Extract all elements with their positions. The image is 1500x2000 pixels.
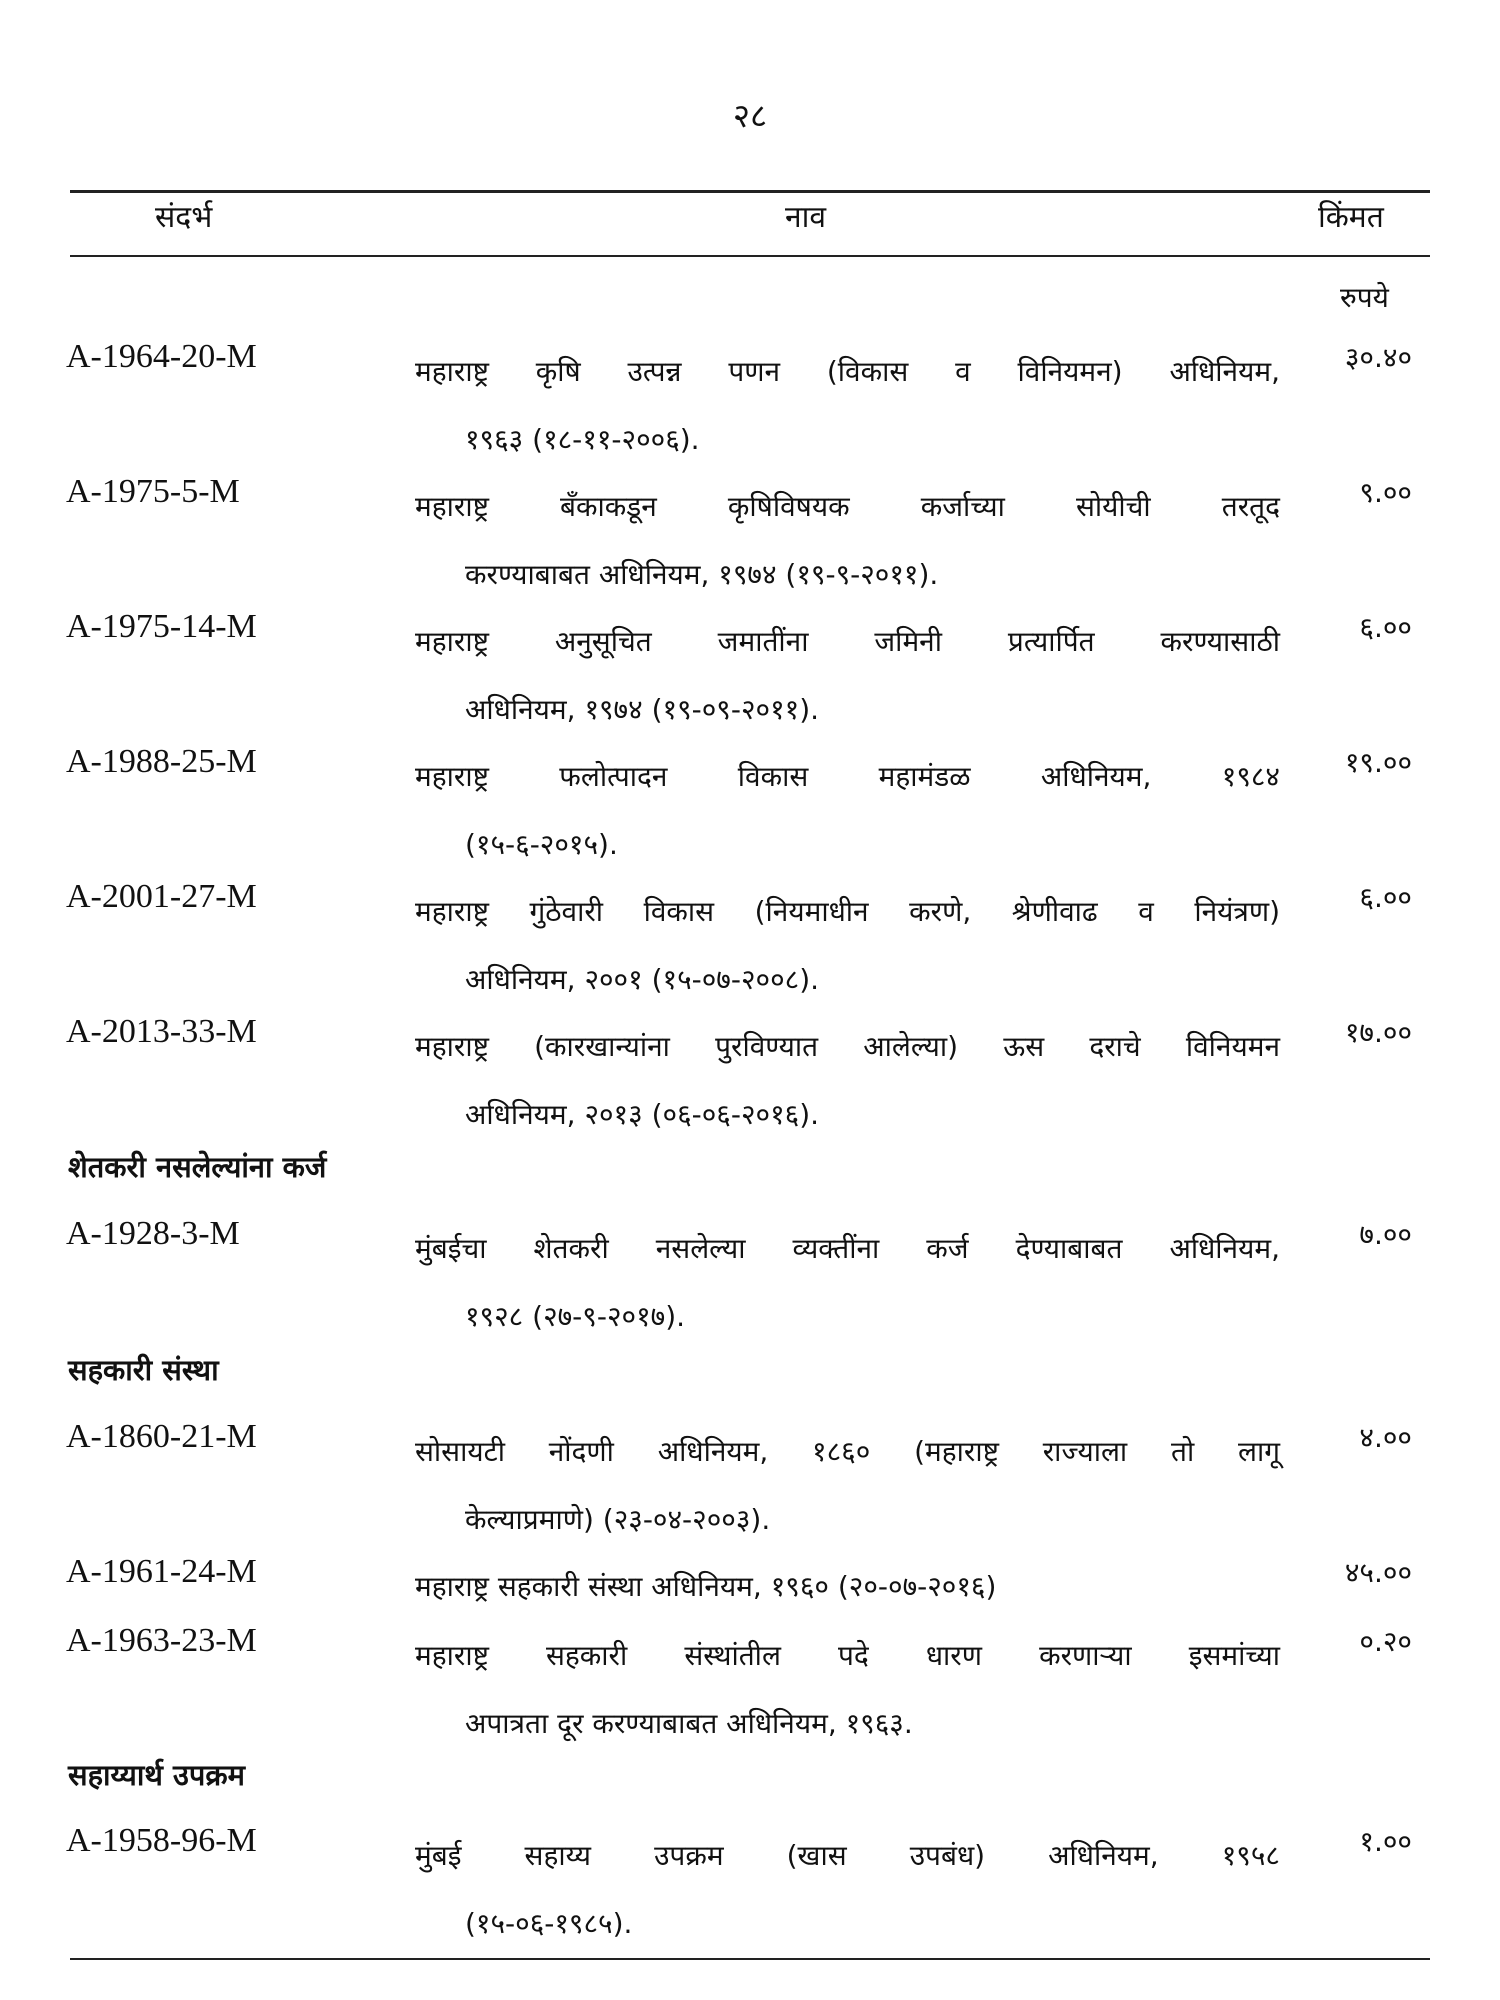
act-name xyxy=(415,473,1280,609)
act-name-line2: (१५-६-२०१५). xyxy=(465,828,618,861)
act-reference: A-2001-27-M xyxy=(66,878,257,915)
table-row xyxy=(0,743,1500,861)
act-name xyxy=(415,878,1280,1014)
act-price: ६.०० xyxy=(1359,611,1412,644)
act-price: ०.२० xyxy=(1359,1625,1412,1658)
act-name xyxy=(415,743,1280,879)
act-price: ७.०० xyxy=(1359,1218,1412,1251)
table-row xyxy=(0,1215,1500,1333)
table-row xyxy=(0,473,1500,591)
act-name xyxy=(415,1215,1280,1351)
act-name xyxy=(415,1622,1280,1758)
act-name xyxy=(415,608,1280,744)
act-name-line1: महाराष्ट्र फलोत्पादन विकास महामंडळ अधिनियम, १९८४ xyxy=(415,760,1280,793)
act-reference: A-1964-20-M xyxy=(66,338,257,375)
act-reference: A-1961-24-M xyxy=(66,1553,257,1590)
act-name-line2: अधिनियम, २०१३ (०६-०६-२०१६). xyxy=(465,1098,820,1131)
act-name-line1: मुंबईचा शेतकरी नसलेल्या व्यक्तींना कर्ज देण्याबाबत अधिनियम, xyxy=(415,1232,1280,1265)
act-name-line2: अधिनियम, १९७४ (१९-०९-२०११). xyxy=(465,693,820,726)
section-heading: सहाय्यार्थ उपक्रम xyxy=(68,1758,245,1792)
act-name-line1: महाराष्ट्र बँकाकडून कृषिविषयक कर्जाच्या सोयीची तरतूद xyxy=(415,490,1280,523)
act-price: १९.०० xyxy=(1344,746,1412,779)
act-price: ९.०० xyxy=(1359,476,1412,509)
act-price: ३०.४० xyxy=(1344,341,1412,374)
section-heading: सहकारी संस्था xyxy=(68,1353,219,1387)
act-name xyxy=(415,1553,1280,1621)
act-reference: A-1860-21-M xyxy=(66,1418,257,1455)
table-row xyxy=(0,1418,1500,1536)
top-rule xyxy=(70,190,1430,193)
act-reference: A-1975-5-M xyxy=(66,473,240,510)
act-price: १७.०० xyxy=(1344,1016,1412,1049)
act-name xyxy=(415,338,1280,474)
act-name-line1: मुंबई सहाय्य उपक्रम (खास उपबंध) अधिनियम, १९५८ xyxy=(415,1839,1280,1872)
act-name xyxy=(415,1418,1280,1554)
header-ref: संदर्भ xyxy=(155,200,213,235)
act-name-line2: (१५-०६-१९८५). xyxy=(465,1907,633,1940)
act-reference: A-1975-14-M xyxy=(66,608,257,645)
act-name-line2: १९२८ (२७-९-२०१७). xyxy=(465,1300,686,1333)
act-price: ४.०० xyxy=(1359,1421,1412,1454)
table-row xyxy=(0,608,1500,726)
table-row xyxy=(0,1822,1500,1940)
table-row xyxy=(0,1622,1500,1740)
act-name xyxy=(415,1013,1280,1149)
act-name-line1: महाराष्ट्र (कारखान्यांना पुरविण्यात आलेल्या) ऊस दराचे विनियमन xyxy=(415,1030,1280,1063)
act-reference: A-1958-96-M xyxy=(66,1822,257,1859)
bottom-rule xyxy=(70,1958,1430,1960)
act-name-line1: महाराष्ट्र अनुसूचित जमातींना जमिनी प्रत्यार्पित करण्यासाठी xyxy=(415,625,1280,658)
act-name-line2: केल्याप्रमाणे) (२३-०४-२००३). xyxy=(465,1503,771,1536)
act-name-line2: करण्याबाबत अधिनियम, १९७४ (१९-९-२०११). xyxy=(465,558,939,591)
table-row xyxy=(0,878,1500,996)
act-name-line2: १९६३ (१८-११-२००६). xyxy=(465,423,700,456)
act-price: ६.०० xyxy=(1359,881,1412,914)
act-reference: A-1988-25-M xyxy=(66,743,257,780)
act-name-line2: अधिनियम, २००१ (१५-०७-२००८). xyxy=(465,963,820,996)
price-unit: रुपये xyxy=(1340,281,1389,314)
act-reference: A-2013-33-M xyxy=(66,1013,257,1050)
act-reference: A-1963-23-M xyxy=(66,1622,257,1659)
act-name-line1: महाराष्ट्र सहकारी संस्था अधिनियम, १९६० (२०-०७-२०१६) xyxy=(415,1570,997,1603)
table-row xyxy=(0,1013,1500,1131)
header-price: किंमत xyxy=(1318,200,1384,235)
section-heading: शेतकरी नसलेल्यांना कर्ज xyxy=(68,1150,327,1184)
act-name-line1: सोसायटी नोंदणी अधिनियम, १८६० (महाराष्ट्र राज्याला तो लागू xyxy=(415,1435,1280,1468)
act-name-line1: महाराष्ट्र कृषि उत्पन्न पणन (विकास व विनियमन) अधिनियम, xyxy=(415,355,1280,388)
header-rule xyxy=(70,255,1430,257)
act-name-line2: अपात्रता दूर करण्याबाबत अधिनियम, १९६३. xyxy=(465,1707,913,1740)
page-number: २८ xyxy=(732,96,768,135)
act-name-line1: महाराष्ट्र सहकारी संस्थांतील पदे धारण करणाऱ्या इसमांच्या xyxy=(415,1639,1280,1672)
act-name xyxy=(415,1822,1280,1958)
act-reference: A-1928-3-M xyxy=(66,1215,240,1252)
header-name: नाव xyxy=(785,200,827,235)
act-name-line1: महाराष्ट्र गुंठेवारी विकास (नियमाधीन करणे, श्रेणीवाढ व नियंत्रण) xyxy=(415,895,1280,928)
act-price: ४५.०० xyxy=(1344,1556,1412,1589)
table-row xyxy=(0,338,1500,456)
act-price: १.०० xyxy=(1359,1825,1412,1858)
